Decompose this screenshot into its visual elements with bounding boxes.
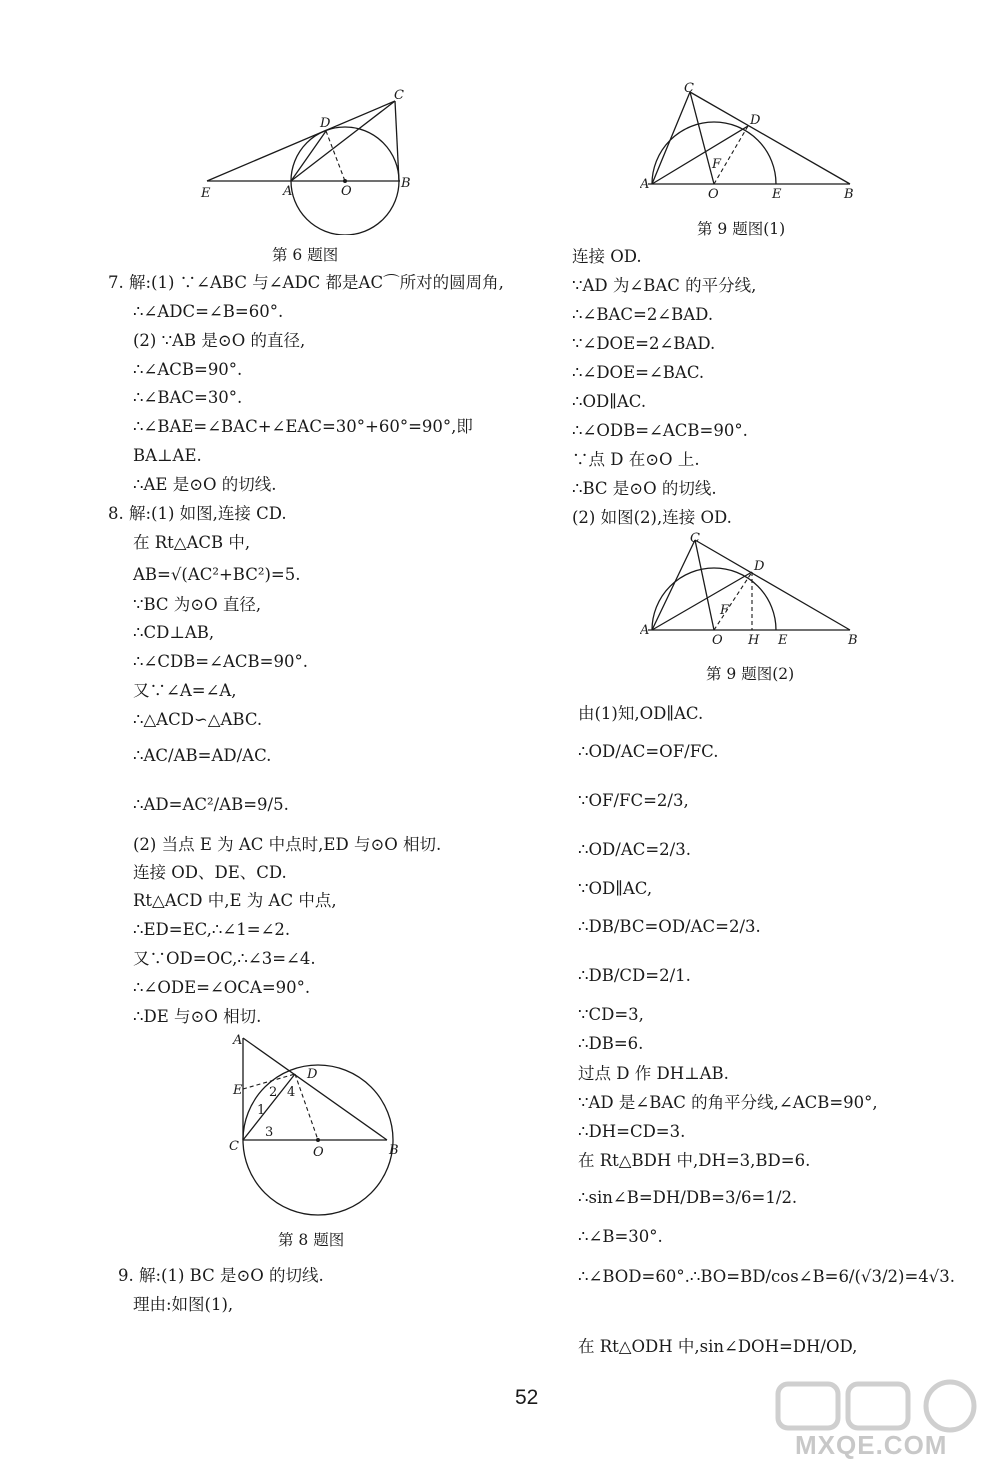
- page-number: 52: [515, 1386, 539, 1409]
- right-line-27: 在 Rt△ODH 中,sin∠DOH=DH/OD,: [578, 1337, 858, 1356]
- fig9-2-label-a: A: [640, 623, 650, 638]
- right-line-2: ∵AD 为∠BAC 的平分线,: [572, 276, 757, 295]
- right-line-25: ∴∠B=30°.: [578, 1227, 663, 1246]
- right-line-21: ∵AD 是∠BAC 的角平分线,∠ACB=90°,: [578, 1093, 878, 1112]
- left-line-25: ∴DE 与⊙O 相切.: [133, 1007, 262, 1026]
- fig9-2-label-b: B: [848, 633, 858, 648]
- right-line-12: ∴OD/AC=OF/FC.: [578, 742, 719, 761]
- left-line-2: ∴∠ADC=∠B=60°.: [133, 302, 284, 321]
- left-line-14: ∴∠CDB=∠ACB=90°.: [133, 652, 308, 671]
- figure-8-caption: 第 8 题图: [278, 1231, 345, 1249]
- fig6-label-a: A: [283, 184, 293, 199]
- fig9-1-label-a: A: [640, 177, 650, 192]
- fig9-1-label-d: D: [750, 113, 761, 128]
- figure-9-1: [640, 80, 865, 205]
- fig8-label-3: 3: [265, 1125, 274, 1140]
- fig8-label-2: 2: [269, 1085, 278, 1100]
- left-line-13: ∴CD⊥AB,: [133, 623, 215, 642]
- figure-6-caption: 第 6 题图: [272, 246, 339, 264]
- fig8-label-c: C: [229, 1139, 239, 1154]
- figure-6: [195, 85, 425, 235]
- left-line-22: ∴ED=EC,∴∠1=∠2.: [133, 920, 291, 939]
- left-line-11: AB=√(AC²+BC²)=5.: [133, 565, 301, 584]
- fig6-label-b: B: [401, 176, 411, 191]
- right-line-1: 连接 OD.: [572, 247, 642, 266]
- fig8-label-1: 1: [257, 1103, 266, 1118]
- right-line-14: ∴OD/AC=2/3.: [578, 840, 691, 859]
- fig9-1-label-e: E: [772, 187, 782, 202]
- fig6-label-o: O: [341, 184, 352, 199]
- left-line-17: ∴AC/AB=AD/AC.: [133, 746, 272, 765]
- watermark-text: MXQE.COM: [795, 1430, 948, 1460]
- left-line-1: 7. 解:(1) ∵∠ABC 与∠ADC 都是AC⌒所对的圆周角,: [108, 273, 504, 292]
- left-line-5: ∴∠BAC=30°.: [133, 388, 243, 407]
- right-line-17: ∴DB/CD=2/1.: [578, 966, 691, 985]
- fig9-1-label-f: F: [712, 157, 722, 172]
- fig9-2-label-f: F: [720, 603, 730, 618]
- right-line-4: ∵∠DOE=2∠BAD.: [572, 334, 716, 353]
- left-line-20: 连接 OD、DE、CD.: [133, 863, 287, 882]
- right-line-22: ∴DH=CD=3.: [578, 1122, 686, 1141]
- right-line-15: ∵OD∥AC,: [578, 879, 653, 898]
- right-line-6: ∴OD∥AC.: [572, 392, 647, 411]
- right-line-10: (2) 如图(2),连接 OD.: [572, 508, 732, 527]
- left-line-7: BA⊥AE.: [133, 446, 202, 465]
- right-line-13: ∵OF/FC=2/3,: [578, 791, 689, 810]
- figure-9-1-caption: 第 9 题图(1): [697, 220, 786, 238]
- right-line-23: 在 Rt△BDH 中,DH=3,BD=6.: [578, 1151, 811, 1170]
- left-line-10: 在 Rt△ACB 中,: [133, 533, 251, 552]
- left-line-15: 又∵∠A=∠A,: [133, 681, 237, 700]
- fig9-1-label-b: B: [844, 187, 854, 202]
- fig9-2-label-o: O: [712, 633, 723, 648]
- fig8-label-a: A: [233, 1033, 243, 1048]
- left-line-18: ∴AD=AC²/AB=9/5.: [133, 795, 289, 814]
- figure-8: [225, 1030, 405, 1225]
- fig9-2-label-h: H: [748, 633, 760, 648]
- fig6-label-d: D: [320, 116, 331, 131]
- left-line-16: ∴△ACD∽△ABC.: [133, 710, 263, 729]
- fig9-2-label-e: E: [778, 633, 788, 648]
- left-line-4: ∴∠ACB=90°.: [133, 360, 243, 379]
- right-line-9: ∴BC 是⊙O 的切线.: [572, 479, 717, 498]
- right-line-8: ∵点 D 在⊙O 上.: [572, 450, 700, 469]
- left-line-9: 8. 解:(1) 如图,连接 CD.: [108, 504, 287, 523]
- right-line-16: ∴DB/BC=OD/AC=2/3.: [578, 917, 761, 936]
- left-line-12: ∵BC 为⊙O 直径,: [133, 595, 262, 614]
- fig6-label-e: E: [201, 186, 211, 201]
- right-line-24: ∴sin∠B=DH/DB=3/6=1/2.: [578, 1188, 798, 1207]
- fig6-label-c: C: [394, 88, 404, 103]
- right-line-19: ∴DB=6.: [578, 1034, 644, 1053]
- fig8-label-o: O: [313, 1145, 324, 1160]
- fig8-label-b: B: [389, 1143, 399, 1158]
- right-line-11: 由(1)知,OD∥AC.: [578, 704, 704, 723]
- fig9-2-label-d: D: [754, 559, 765, 574]
- left-line-8: ∴AE 是⊙O 的切线.: [133, 475, 277, 494]
- figure-9-2-caption: 第 9 题图(2): [706, 665, 795, 683]
- fig8-label-d: D: [307, 1067, 318, 1082]
- fig9-2-label-c: C: [690, 531, 700, 546]
- left-line-24: ∴∠ODE=∠OCA=90°.: [133, 978, 311, 997]
- left-line-26: 9. 解:(1) BC 是⊙O 的切线.: [118, 1266, 324, 1285]
- fig9-1-label-c: C: [684, 81, 694, 96]
- fig9-1-label-o: O: [708, 187, 719, 202]
- right-line-20: 过点 D 作 DH⊥AB.: [578, 1064, 729, 1083]
- left-line-21: Rt△ACD 中,E 为 AC 中点,: [133, 891, 337, 910]
- right-line-5: ∴∠DOE=∠BAC.: [572, 363, 705, 382]
- left-line-19: (2) 当点 E 为 AC 中点时,ED 与⊙O 相切.: [133, 835, 442, 854]
- left-line-23: 又∵OD=OC,∴∠3=∠4.: [133, 949, 316, 968]
- right-line-7: ∴∠ODB=∠ACB=90°.: [572, 421, 748, 440]
- left-line-27: 理由:如图(1),: [133, 1295, 234, 1314]
- left-line-3: (2) ∵AB 是⊙O 的直径,: [133, 331, 306, 350]
- right-line-26: ∴∠BOD=60°.∴BO=BD/cos∠B=6/(√3/2)=4√3.: [578, 1267, 956, 1286]
- fig8-label-e: E: [233, 1083, 243, 1098]
- right-line-18: ∵CD=3,: [578, 1005, 644, 1024]
- right-line-3: ∴∠BAC=2∠BAD.: [572, 305, 714, 324]
- left-line-6: ∴∠BAE=∠BAC+∠EAC=30°+60°=90°,即: [133, 417, 473, 436]
- fig8-label-4: 4: [287, 1085, 296, 1100]
- figure-9-2: [640, 528, 865, 653]
